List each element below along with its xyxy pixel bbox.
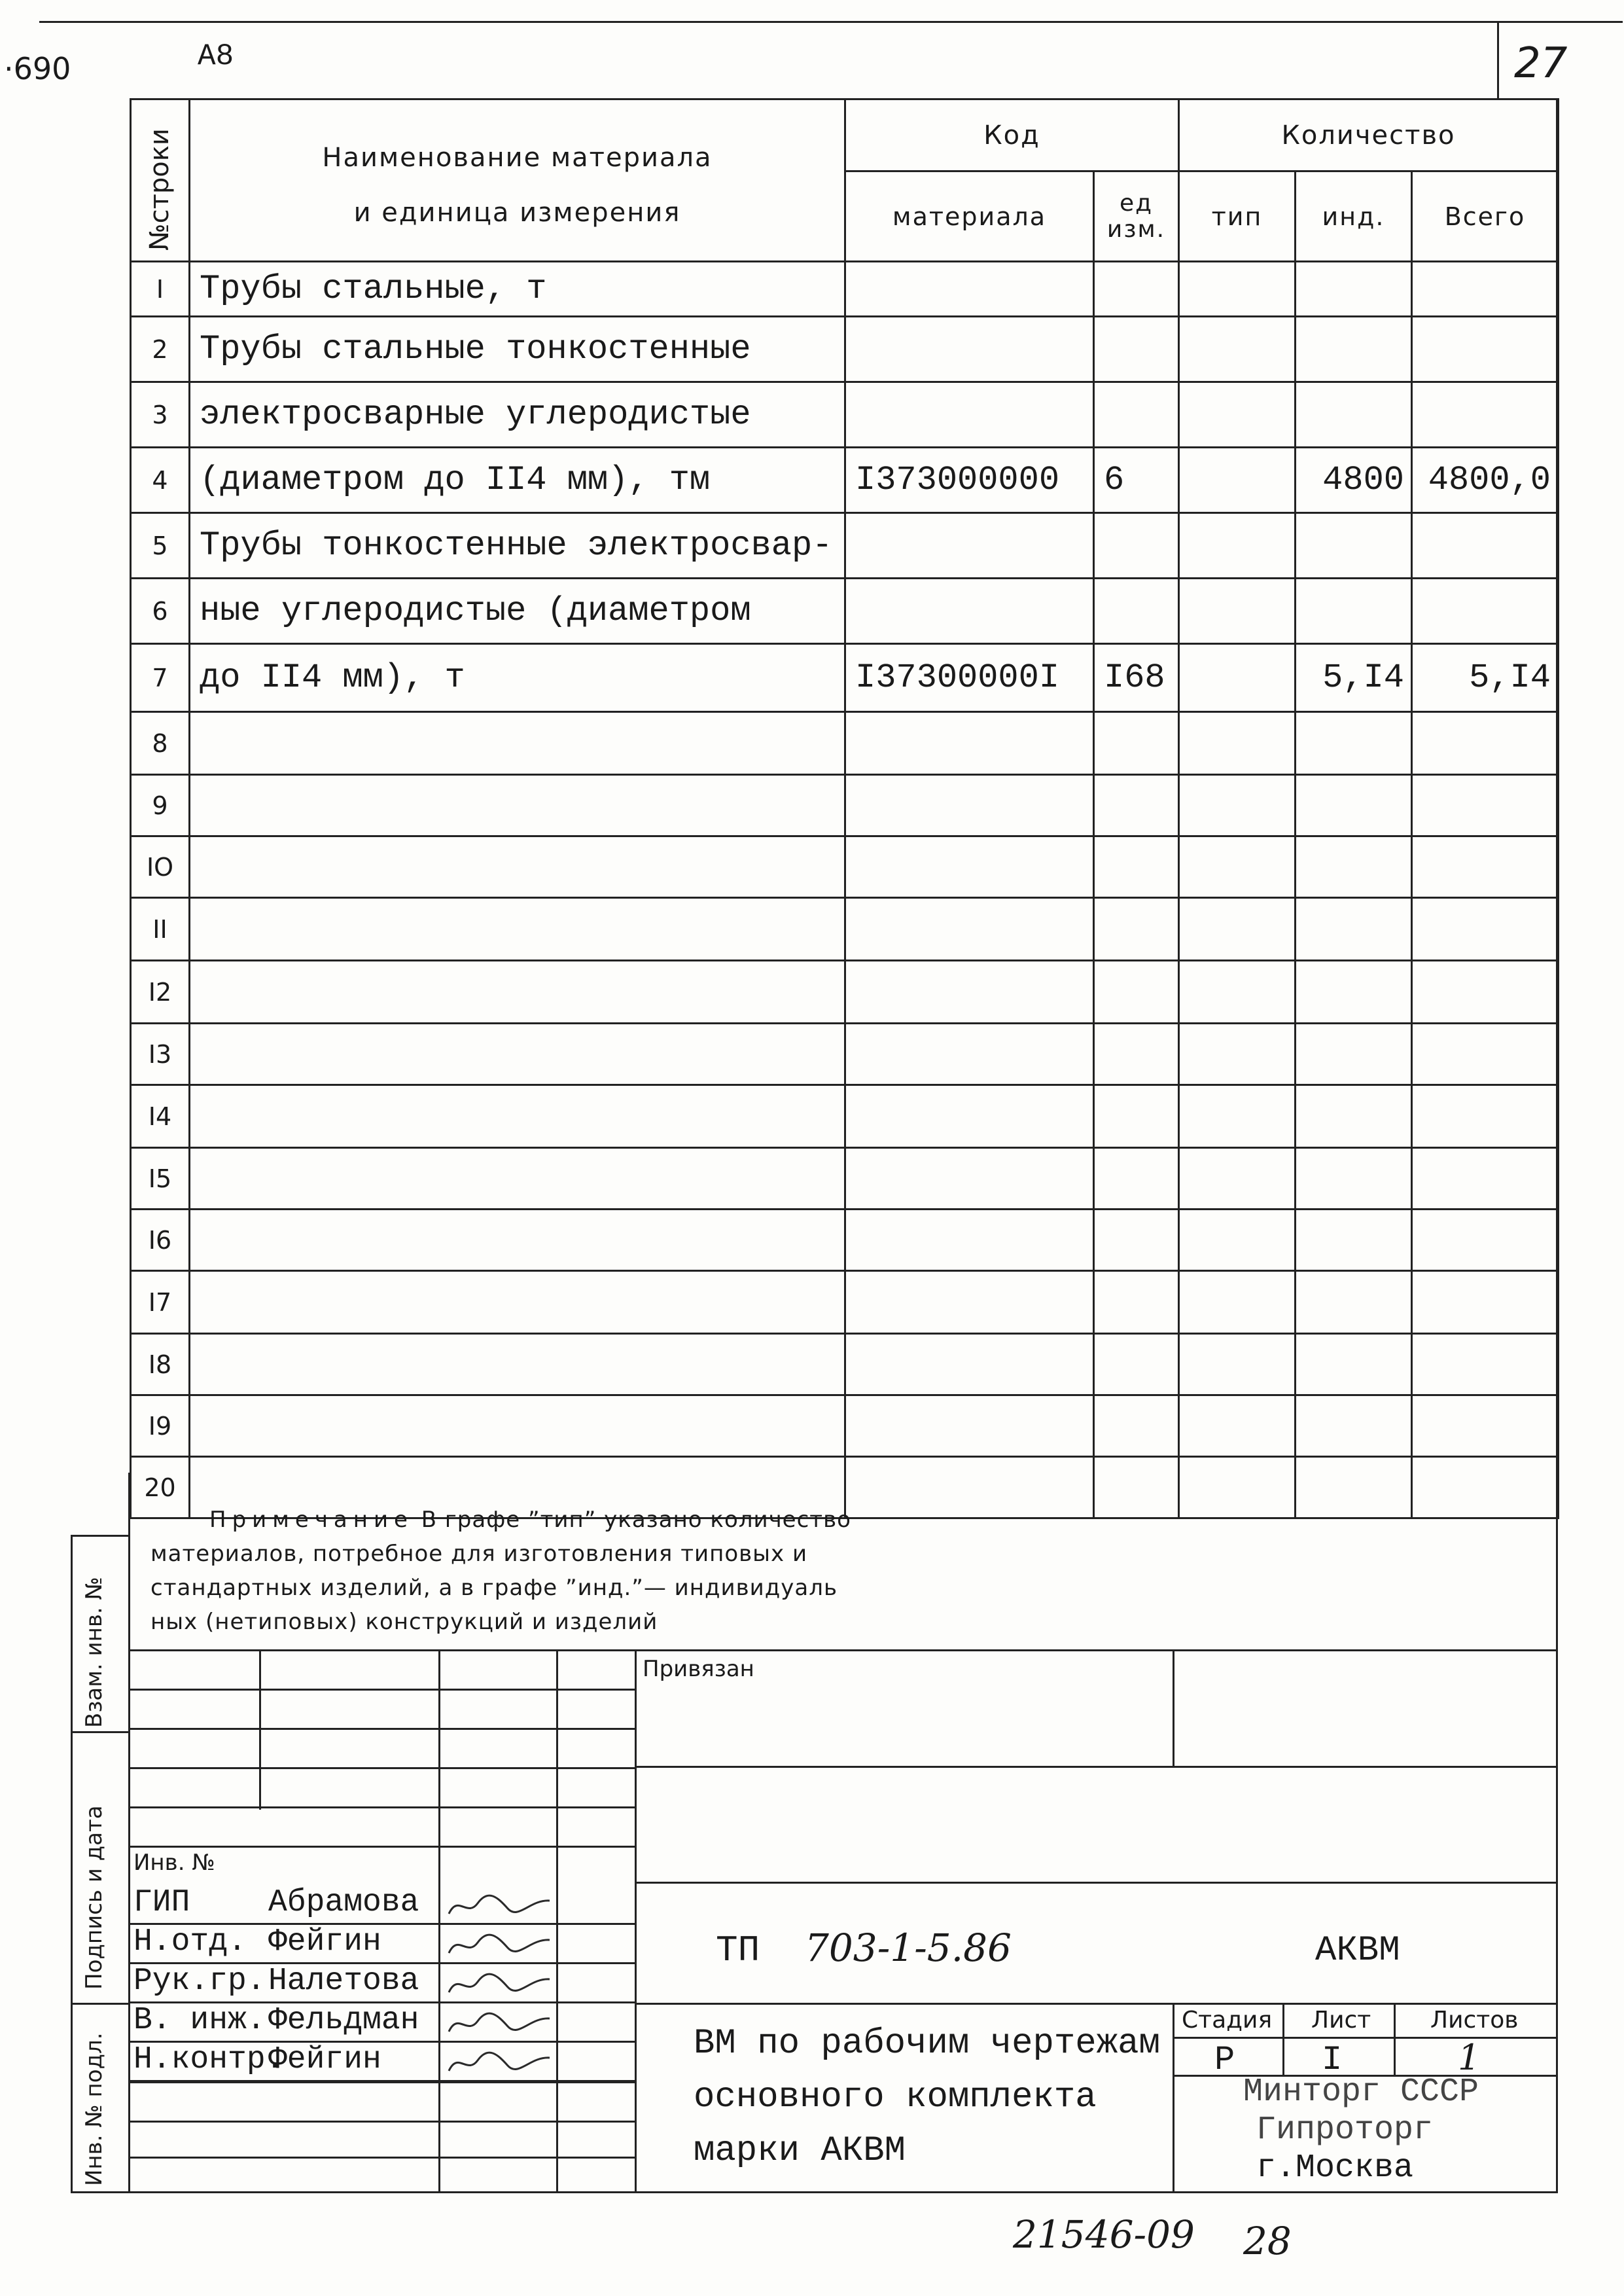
side-strip-left [71,1535,73,2193]
material-name-cell: Трубы стальные, т [190,262,845,317]
footer-number: 21546-09 [1013,2212,1195,2257]
total-cell [1412,579,1559,644]
table-row [131,644,1559,712]
material-code-cell [845,317,1094,382]
handwritten-signature [445,2049,556,2077]
type-cell [1179,1334,1296,1395]
total-cell [1412,1210,1559,1271]
privyazan-label: Привязан [643,1656,754,1682]
note-line4: ных (нетиповых) конструкций и изделий [150,1609,658,1635]
row-number-header-text: №строки [145,128,175,251]
row-number-header [131,99,190,262]
stamp-l-h7 [130,2121,635,2123]
row-number-cell: I6 [131,1210,190,1271]
signature-role: Н.контр. [133,2042,285,2077]
unit-cell [1094,1210,1179,1271]
table-row [131,961,1559,1024]
type-cell [1179,836,1296,898]
signature-name: Фейгин [268,1924,381,1960]
type-cell [1179,1148,1296,1210]
table-row [131,262,1559,317]
name-header-line2: и единица измерения [353,197,681,228]
table-row [131,317,1559,382]
side-strip-top [71,1535,130,1537]
type-cell [1179,262,1296,317]
material-code-cell: I373000000 [845,448,1094,513]
name-header-line1: Наименование материала [322,142,713,173]
row-number-cell: 8 [131,712,190,775]
total-cell: 5,I4 [1412,644,1559,712]
page-number-box-left [1497,21,1499,98]
unit-header [1094,171,1179,262]
format-label: A8 [198,39,234,73]
row-number-cell: I4 [131,1085,190,1148]
unit-cell [1094,712,1179,775]
material-code-cell [845,775,1094,836]
handwritten-signature [445,1892,556,1920]
signature-role: Рук.гр. [133,1964,266,1999]
quantity-header: Количество [1179,99,1559,171]
signature-role: Н.отд. [133,1924,247,1960]
stamp-l-h4 [130,1806,635,1808]
material-code-cell [845,1395,1094,1457]
unit-cell [1094,775,1179,836]
material-code-cell [845,262,1094,317]
signature-role: ГИП [133,1885,190,1920]
unit-cell [1094,1271,1179,1334]
row-number-cell: 7 [131,644,190,712]
ind-cell [1296,1148,1412,1210]
doc-title-line2: основного комплекта [694,2077,1097,2117]
material-name-cell [190,1395,845,1457]
material-name-cell [190,836,845,898]
stamp-l-h3 [130,1767,635,1769]
side-label-inv: Инв. № подл. [81,2032,107,2186]
material-code-cell [845,1085,1094,1148]
type-cell [1179,448,1296,513]
org-line3: г.Москва [1256,2149,1414,2187]
ind-cell [1296,579,1412,644]
row-number-cell: 9 [131,775,190,836]
row-number-cell: 3 [131,382,190,448]
ind-cell [1296,775,1412,836]
stamp-v2 [438,1649,440,2193]
ind-cell [1296,1024,1412,1085]
stamp-l-h1 [130,1689,635,1691]
table-row [131,898,1559,961]
note-line2: материалов, потребное для изготовления типовых и [150,1541,808,1567]
note-title: Примечание [209,1507,414,1533]
signature-name: Абрамова [268,1885,419,1920]
table-row [131,1395,1559,1457]
total-cell [1412,1148,1559,1210]
handwritten-signature [445,1970,556,1999]
ind-cell [1296,1210,1412,1271]
material-code-cell [845,836,1094,898]
unit-cell: 6 [1094,448,1179,513]
unit-cell [1094,1334,1179,1395]
sheet-label: Лист [1311,2007,1371,2034]
material-name-cell [190,1271,845,1334]
material-name-cell: до II4 мм), т [190,644,845,712]
table-row [131,775,1559,836]
total-cell: 4800,0 [1412,448,1559,513]
material-name-cell: Трубы тонкостенные электросвар- [190,513,845,579]
materials-table [130,98,1559,1519]
ind-cell: 4800 [1296,448,1412,513]
ind-cell [1296,961,1412,1024]
footer-page: 28 [1243,2219,1292,2263]
side-label-vzam: Взам. инв. № [81,1577,107,1728]
row-number-cell: 6 [131,579,190,644]
doc-title-line1: ВМ по рабочим чертежам [694,2024,1160,2064]
table-row [131,712,1559,775]
total-cell [1412,1457,1559,1518]
row-number-cell: IO [131,836,190,898]
org-line1: Минторг СССР [1243,2073,1479,2111]
signature-name: Налетова [268,1964,419,1999]
stamp-h-privyazan [635,1766,1557,1768]
material-code-cell [845,1210,1094,1271]
stamp-h-code [635,1882,1557,1884]
total-cell [1412,775,1559,836]
ind-cell [1296,1085,1412,1148]
ind-cell [1296,1395,1412,1457]
corner-number: ·690 [4,51,71,86]
org-line2: Гипроторг [1256,2111,1434,2149]
signature-name: Фельдман [268,2003,419,2038]
materials-rows [131,262,1559,1518]
material-code-cell [845,712,1094,775]
type-cell [1179,579,1296,644]
material-code-cell [845,513,1094,579]
stamp-v-sheet [1282,2003,1284,2075]
material-name-cell: ные углеродистые (диаметром [190,579,845,644]
stamp-v3 [556,1649,558,2193]
ind-cell [1296,836,1412,898]
unit-cell [1094,579,1179,644]
ind-cell [1296,1457,1412,1518]
total-cell [1412,1334,1559,1395]
material-name-cell: Трубы стальные тонкостенные [190,317,845,382]
handwritten-signature [445,2009,556,2038]
ind-cell [1296,898,1412,961]
table-row [131,836,1559,898]
stage-value: Р [1214,2041,1235,2079]
material-code-cell [845,898,1094,961]
stamp-l-h8 [130,2157,635,2159]
total-cell [1412,836,1559,898]
stamp-l-h5 [130,1846,635,1848]
unit-cell: I68 [1094,644,1179,712]
material-code-cell [845,1024,1094,1085]
doc-mark: АКВМ [1315,1931,1400,1971]
type-cell [1179,1395,1296,1457]
sheet-value: I [1322,2041,1343,2079]
row-number-cell: 20 [131,1457,190,1518]
organization [1243,2073,1479,2187]
stamp-v-privyazan [1173,1649,1174,1767]
ind-cell [1296,382,1412,448]
unit-cell [1094,1085,1179,1148]
material-name-cell: электросварные углеродистые [190,382,845,448]
signature-role: В. инж. [133,2003,266,2038]
row-number-cell: I2 [131,961,190,1024]
type-cell [1179,1271,1296,1334]
material-code-cell [845,1271,1094,1334]
material-name-cell [190,898,845,961]
material-name-cell [190,1210,845,1271]
stamp-l-h2 [130,1728,635,1730]
unit-cell [1094,513,1179,579]
note-line3: стандартных изделий, а в графе ”инд.”— индивидуаль [150,1575,838,1601]
inv-no-label: Инв. № [133,1850,215,1876]
table-row [131,1085,1559,1148]
ind-header: инд. [1296,171,1412,262]
page-number: 27 [1514,39,1568,88]
material-code-cell [845,1457,1094,1518]
doc-title [694,2017,1160,2178]
row-number-cell: I5 [131,1148,190,1210]
type-cell [1179,1024,1296,1085]
total-header: Всего [1412,171,1559,262]
unit-cell [1094,1395,1179,1457]
sheets-label: Листов [1430,2007,1519,2034]
code-header: Код [845,99,1179,171]
table-row [131,1210,1559,1271]
total-cell [1412,317,1559,382]
type-header: тип [1179,171,1296,262]
bottom-border [71,2191,1558,2193]
side-label-podpis: Подпись и дата [81,1805,107,1990]
left-border [128,1473,130,2193]
material-code-cell [845,961,1094,1024]
row-number-cell: 2 [131,317,190,382]
material-code-cell: I37300000I [845,644,1094,712]
row-number-cell: I8 [131,1334,190,1395]
type-cell [1179,775,1296,836]
type-cell [1179,712,1296,775]
ind-cell [1296,262,1412,317]
total-cell [1412,513,1559,579]
unit-cell [1094,317,1179,382]
type-cell [1179,1085,1296,1148]
row-number-cell: I9 [131,1395,190,1457]
note [150,1503,851,1639]
table-row [131,1334,1559,1395]
unit-cell [1094,1457,1179,1518]
side-strip-div2 [71,2003,130,2005]
row-number-cell: I7 [131,1271,190,1334]
total-cell [1412,262,1559,317]
total-cell [1412,1024,1559,1085]
type-cell [1179,317,1296,382]
stamp-h-title [635,2003,1557,2005]
stamp-top [130,1649,1557,1651]
material-code-cell [845,382,1094,448]
unit-cell [1094,1148,1179,1210]
name-header [190,99,845,262]
side-strip-div1 [71,1731,130,1733]
material-name-cell [190,1334,845,1395]
stage-label: Стадия [1182,2007,1273,2034]
unit-cell [1094,961,1179,1024]
material-code-cell [845,1148,1094,1210]
stamp-v-sheets [1394,2003,1396,2075]
ind-cell: 5,I4 [1296,644,1412,712]
ind-cell [1296,1271,1412,1334]
row-number-cell: I [131,262,190,317]
top-border [39,21,1623,23]
unit-header-line1: ед [1119,189,1154,217]
material-name-cell [190,1085,845,1148]
sheets-value: 1 [1458,2037,1481,2078]
unit-cell [1094,382,1179,448]
table-row [131,1271,1559,1334]
doc-code-prefix: ТП [716,1929,760,1971]
signature-name: Фейгин [268,2042,381,2077]
stamp-h-stage [1173,2037,1557,2039]
ind-cell [1296,712,1412,775]
signature-row-line [130,2080,635,2082]
total-cell [1412,961,1559,1024]
unit-cell [1094,836,1179,898]
total-cell [1412,1085,1559,1148]
type-cell [1179,1457,1296,1518]
table-row [131,513,1559,579]
material-name-cell [190,1024,845,1085]
doc-code: 703-1-5.86 [805,1926,1012,1970]
material-name-cell [190,1148,845,1210]
unit-cell [1094,262,1179,317]
material-code-cell [845,1334,1094,1395]
total-cell [1412,898,1559,961]
row-number-cell: 5 [131,513,190,579]
type-cell [1179,1210,1296,1271]
material-name-cell [190,712,845,775]
type-cell [1179,961,1296,1024]
ind-cell [1296,513,1412,579]
table-row [131,1148,1559,1210]
table-row [131,579,1559,644]
table-row [131,382,1559,448]
doc-title-line3: марки АКВМ [694,2131,906,2171]
row-number-cell: II [131,898,190,961]
stamp-v4 [635,1649,637,2193]
material-name-cell [190,775,845,836]
row-number-cell: 4 [131,448,190,513]
table-row [131,448,1559,513]
type-cell [1179,898,1296,961]
total-cell [1412,712,1559,775]
unit-header-line2: изм. [1106,215,1166,243]
type-cell [1179,644,1296,712]
type-cell [1179,513,1296,579]
ind-cell [1296,317,1412,382]
material-name-cell: (диаметром до II4 мм), тм [190,448,845,513]
material-code-cell [845,579,1094,644]
total-cell [1412,1395,1559,1457]
handwritten-signature [445,1931,556,1960]
note-line1: В графе ”тип” указано количество [421,1507,851,1533]
row-number-cell: I3 [131,1024,190,1085]
type-cell [1179,382,1296,448]
material-name-cell [190,961,845,1024]
material-code-header: материала [845,171,1094,262]
table-row [131,1024,1559,1085]
unit-cell [1094,898,1179,961]
ind-cell [1296,1334,1412,1395]
total-cell [1412,382,1559,448]
stamp-v-stage [1173,2003,1174,2193]
unit-cell [1094,1024,1179,1085]
total-cell [1412,1271,1559,1334]
